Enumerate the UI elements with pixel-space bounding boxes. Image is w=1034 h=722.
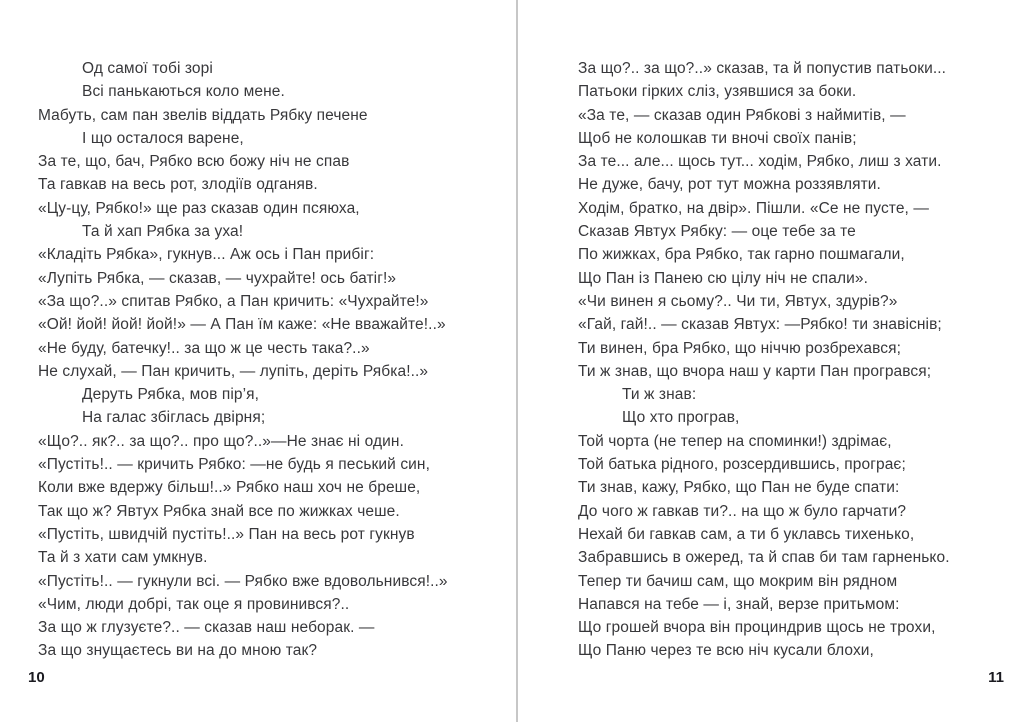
right-page-verse-text: [578, 57, 950, 663]
verse-line: Не слухай, — Пан кричить, — лупіть, деріть Рябка!..»: [38, 362, 429, 380]
verse-line: «Пустіть, швидчій пустіть!..» Пан на весь рот гукнув: [38, 525, 415, 543]
verse-line: Та й з хати сам умкнув.: [38, 549, 208, 567]
verse-line: «Пустіть!.. — кричить Рябко: —не будь я песький син,: [38, 456, 430, 474]
verse-line: Мабуть, сам пан звелів віддать Рябку печене: [38, 106, 368, 124]
verse-line: «Чи винен я сьому?.. Чи ти, Явтух, здурів?»: [578, 292, 898, 310]
verse-line: Так що ж? Явтух Рябка знай все по жижках чеше.: [38, 502, 400, 520]
verse-line: За те, що, бач, Рябко всю божу ніч не спав: [38, 153, 350, 171]
verse-line: Що грошей вчора він проциндрив щось не трохи,: [578, 619, 936, 637]
verse-line: «Чим, люди добрі, так оце я провинився?..: [38, 595, 350, 613]
verse-line: «Кладіть Рябка», гукнув... Аж ось і Пан прибіг:: [38, 246, 375, 264]
verse-line: І що осталося варене,: [82, 129, 244, 147]
verse-line: Тепер ти бачиш сам, що мокрим він рядном: [578, 572, 898, 590]
left-page-verse-text: [38, 57, 448, 663]
verse-line: Що Паню через те всю ніч кусали блохи,: [578, 642, 874, 660]
verse-line: Той батька рідного, розсердившись, програє;: [578, 456, 906, 474]
verse-line: «За що?..» спитав Рябко, а Пан кричить: «Чухрайте!»: [38, 292, 429, 310]
verse-line: Напався на тебе — і, знай, верзе притьмом:: [578, 595, 900, 613]
verse-line: «Ой! йой! йой! йой!» — А Пан їм каже: «Не вважайте!..»: [38, 316, 446, 334]
verse-line: «Лупіть Рябка, — сказав, — чухрайте! ось батіг!»: [38, 269, 397, 287]
page-number-right: 11: [988, 669, 1004, 686]
verse-line: Патьоки гірких сліз, узявшися за боки.: [578, 83, 857, 101]
verse-line: «Що?.. як?.. за що?.. про що?..»—Не знає ні один.: [38, 432, 404, 450]
left-page: [0, 0, 516, 722]
page-number-left: 10: [28, 669, 45, 686]
verse-line: Що Пан із Панею сю цілу ніч не спали».: [578, 269, 868, 287]
verse-line: Той чорта (не тепер на споминки!) здрімає,: [578, 432, 892, 450]
verse-line: Ходім, братко, на двір». Пішли. «Се не пусте, —: [578, 199, 929, 217]
verse-line: На галас збіглась двірня;: [82, 409, 266, 427]
verse-line: Нехай би гавкав сам, а ти б уклавсь тихенько,: [578, 525, 915, 543]
verse-line: Сказав Явтух Рябку: — оце тебе за те: [578, 223, 856, 241]
verse-line: За те... але... щось тут... ходім, Рябко, лиш з хати.: [578, 153, 942, 171]
verse-line: «Гай, гай!.. — сказав Явтух: —Рябко! ти знавіснів;: [578, 316, 942, 334]
verse-line: Деруть Рябка, мов пір’я,: [82, 386, 260, 404]
verse-line: Ти винен, бра Рябко, що ніччю розбрехався;: [578, 339, 901, 357]
verse-line: Ти ж знав:: [622, 386, 697, 404]
verse-line: До чого ж гавкав ти?.. на що ж було гарчати?: [578, 502, 907, 520]
right-page: [518, 0, 1034, 722]
verse-line: «За те, — сказав один Рябкові з наймитів, —: [578, 106, 906, 124]
verse-line: Що хто програв,: [622, 409, 740, 427]
verse-line: Од самої тобі зорі: [82, 60, 213, 77]
verse-line: Та гавкав на весь рот, злодіїв одганяв.: [38, 176, 318, 194]
verse-line: Та й хап Рябка за уха!: [82, 223, 244, 241]
verse-line: Ти ж знав, що вчора наш у карти Пан програвся;: [578, 362, 932, 380]
verse-line: «Не буду, батечку!.. за що ж це честь така?..»: [38, 339, 370, 357]
verse-line: За що ж глузуєте?.. — сказав наш неборак. —: [38, 619, 375, 637]
verse-line: Коли вже вдержу більш!..» Рябко наш хоч не бреше,: [38, 479, 421, 497]
verse-line: «Цу-цу, Рябко!» ще раз сказав один псяюха,: [38, 199, 360, 217]
verse-line: За що знущаєтесь ви на до мною так?: [38, 642, 318, 660]
verse-line: Не дуже, бачу, рот тут можна роззявляти.: [578, 176, 881, 194]
verse-line: За що?.. за що?..» сказав, та й попустив патьоки...: [578, 60, 947, 77]
verse-line: По жижках, бра Рябко, так гарно пошмагали,: [578, 246, 905, 264]
verse-line: Ти знав, кажу, Рябко, що Пан не буде спати:: [578, 479, 900, 497]
verse-line: «Пустіть!.. — гукнули всі. — Рябко вже вдовольнився!..»: [38, 572, 448, 590]
verse-line: Забравшись в ожеред, та й спав би там гарненько.: [578, 549, 950, 567]
verse-line: Всі панькаються коло мене.: [82, 83, 285, 101]
verse-line: Щоб не колошкав ти вночі своїх панів;: [578, 129, 857, 147]
